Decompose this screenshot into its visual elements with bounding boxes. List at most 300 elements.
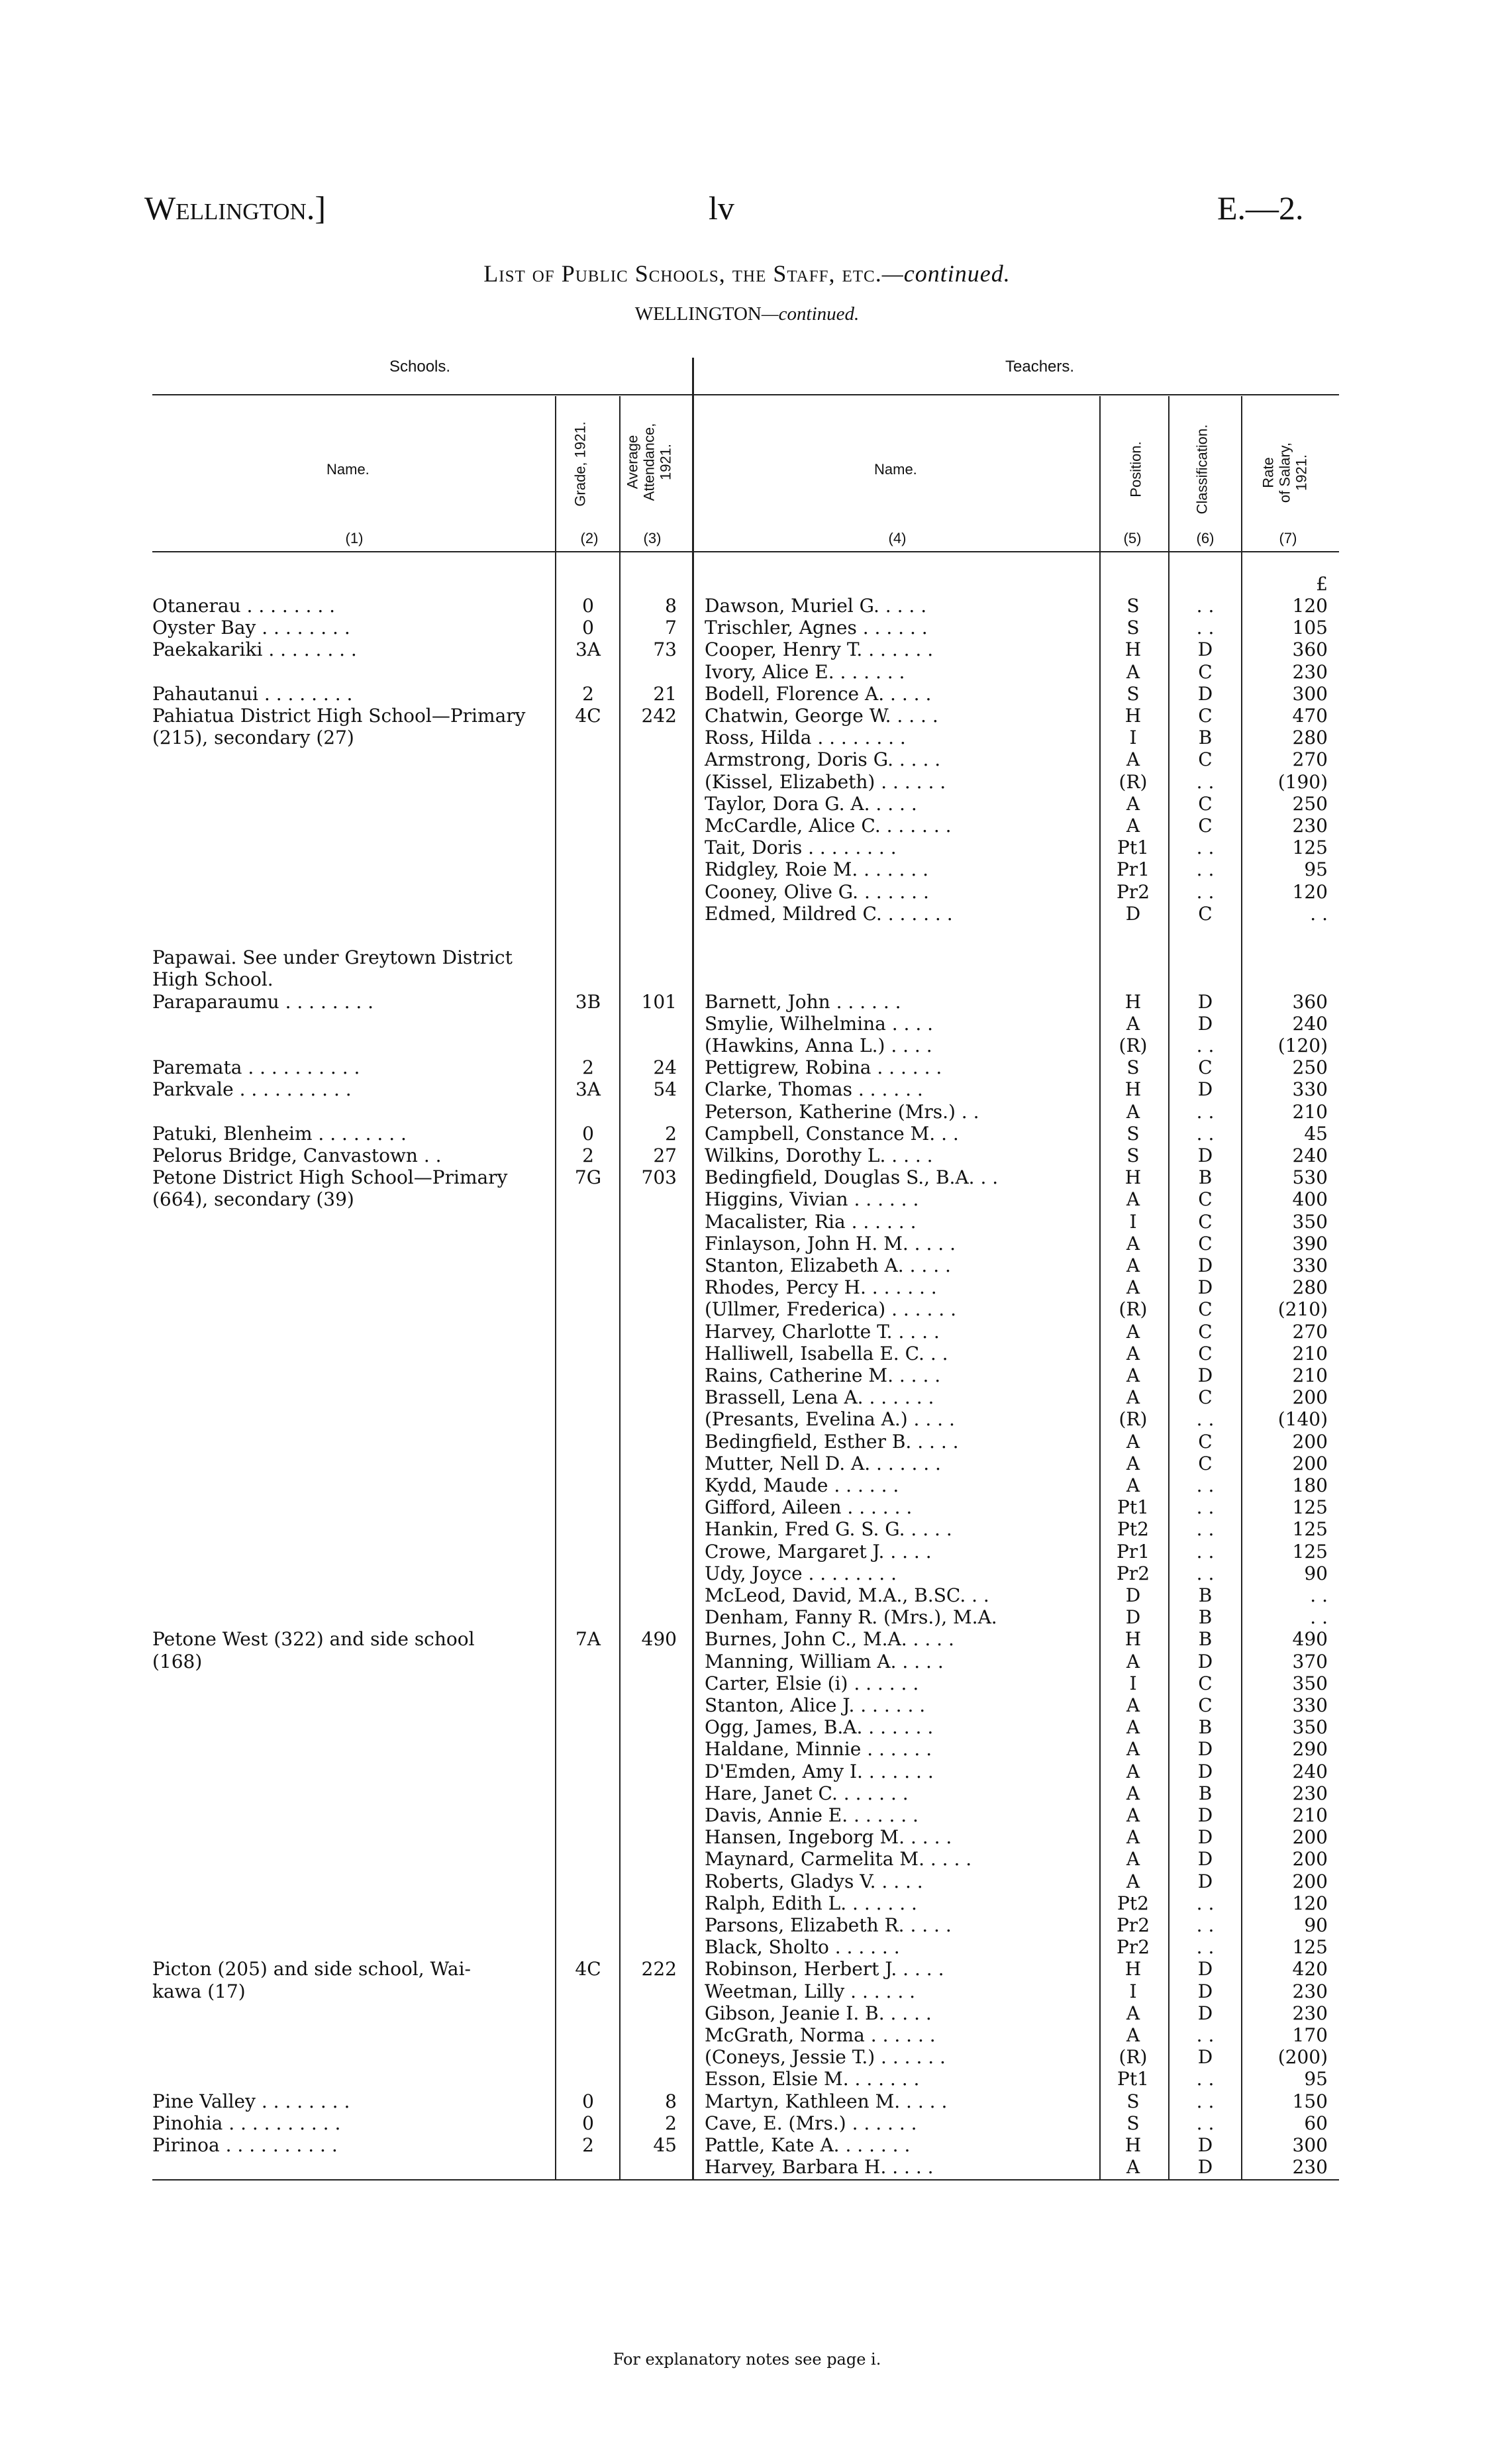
- teacher-name: Barnett, John . . . . . .: [705, 990, 901, 1013]
- teacher-name: (Kissel, Elizabeth) . . . . . .: [705, 770, 946, 793]
- teacher-salary: 125: [1292, 1936, 1328, 1959]
- teacher-salary: 350: [1292, 1672, 1328, 1694]
- teacher-classification: C: [1198, 1298, 1213, 1321]
- teacher-salary: (200): [1277, 2046, 1328, 2069]
- teacher-salary: 230: [1292, 815, 1328, 837]
- teacher-salary: 400: [1292, 1188, 1328, 1211]
- teacher-name: Gifford, Aileen . . . . . .: [705, 1496, 913, 1519]
- school-attendance: [622, 947, 682, 968]
- teacher-name: Ralph, Edith L. . . . . . .: [705, 1892, 917, 1914]
- school-grade: 4C: [575, 705, 601, 727]
- school-name: (664), secondary (39): [152, 1188, 354, 1211]
- teacher-position: Pr1: [1116, 858, 1150, 881]
- teacher-name: Campbell, Constance M. . .: [705, 1122, 959, 1145]
- teacher-name: D'Emden, Amy I. . . . . . .: [705, 1760, 934, 1782]
- teacher-salary: 210: [1292, 1804, 1328, 1826]
- colnum-7: (7): [1279, 530, 1297, 546]
- teacher-classification: C: [1198, 1232, 1213, 1255]
- school-grade: 0: [582, 2090, 594, 2112]
- teacher-classification: B: [1198, 727, 1213, 749]
- subtitle-main: WELLINGTON: [634, 303, 762, 325]
- teacher-position: (R): [1119, 2046, 1148, 2069]
- teacher-classification: D: [1197, 1848, 1213, 1871]
- teacher-position: Pr2: [1116, 1936, 1150, 1959]
- teacher-position: S: [1126, 595, 1140, 617]
- teacher-classification: . .: [1196, 770, 1215, 793]
- teacher-salary: 330: [1292, 1694, 1328, 1716]
- teacher-classification: . .: [1196, 1540, 1215, 1563]
- school-grade: [562, 1980, 615, 2002]
- teacher-classification: D: [1197, 1012, 1213, 1035]
- teacher-name: Carter, Elsie (i) . . . . . .: [705, 1672, 919, 1694]
- teacher-name: Cave, E. (Mrs.) . . . . . .: [705, 2112, 917, 2134]
- teacher-classification: D: [1197, 682, 1213, 705]
- teacher-classification: . .: [1196, 1035, 1215, 1056]
- teacher-position: A: [1126, 1386, 1140, 1409]
- teacher-position: Pt1: [1117, 2068, 1149, 2090]
- school-grade: [562, 727, 615, 748]
- teacher-salary: 60: [1304, 2112, 1328, 2134]
- teacher-position: A: [1126, 748, 1140, 771]
- teacher-salary: (120): [1277, 1035, 1328, 1056]
- colnum-4: (4): [888, 530, 907, 546]
- school-grade: 2: [582, 2134, 594, 2156]
- teacher-name: (Coneys, Jessie T.) . . . . . .: [705, 2046, 946, 2069]
- teacher-classification: D: [1197, 1826, 1213, 1849]
- colnum-1: (1): [345, 530, 364, 546]
- col-grade: Grade, 1921.: [572, 421, 589, 507]
- teacher-classification: D: [1197, 990, 1213, 1013]
- footer-note: For explanatory notes see page i.: [613, 2350, 881, 2369]
- school-attendance: [622, 727, 682, 748]
- teacher-position: A: [1126, 1100, 1140, 1123]
- teacher-position: A: [1126, 1804, 1140, 1826]
- teacher-salary: 120: [1292, 880, 1328, 903]
- teacher-salary: 200: [1292, 1848, 1328, 1871]
- teacher-salary: 240: [1292, 1012, 1328, 1035]
- teacher-position: A: [1126, 1255, 1140, 1276]
- school-attendance: 7: [665, 617, 677, 639]
- teacher-salary: 490: [1292, 1628, 1328, 1651]
- teacher-position: A: [1126, 1870, 1140, 1892]
- school-name: Pelorus Bridge, Canvastown . .: [152, 1145, 442, 1166]
- teacher-classification: . .: [1196, 1936, 1215, 1959]
- teacher-salary: 330: [1292, 1078, 1328, 1101]
- col-divider: [619, 396, 621, 2179]
- group-schools: Schools.: [389, 358, 451, 376]
- teacher-name: Maynard, Carmelita M. . . . .: [705, 1848, 972, 1871]
- teacher-position: H: [1124, 2134, 1142, 2156]
- teacher-classification: B: [1198, 1166, 1213, 1189]
- page-subtitle: [0, 303, 1494, 325]
- teacher-classification: D: [1197, 639, 1213, 661]
- school-attendance: 27: [653, 1145, 677, 1166]
- teacher-salary: 280: [1292, 727, 1328, 749]
- school-grade: 2: [582, 682, 594, 705]
- teacher-position: S: [1126, 682, 1140, 705]
- teacher-classification: . .: [1196, 2068, 1215, 2090]
- teacher-salary: 120: [1292, 1892, 1328, 1914]
- teacher-classification: . .: [1196, 595, 1215, 617]
- colnum-5: (5): [1123, 530, 1142, 546]
- teacher-classification: C: [1198, 1672, 1213, 1694]
- teacher-name: Peterson, Katherine (Mrs.) . .: [705, 1100, 979, 1123]
- teacher-classification: D: [1197, 1255, 1213, 1276]
- school-grade: 3A: [575, 1078, 601, 1101]
- teacher-classification: D: [1197, 2002, 1213, 2024]
- teacher-position: I: [1129, 1980, 1137, 2002]
- teacher-salary: 360: [1292, 990, 1328, 1013]
- teacher-position: Pr2: [1116, 880, 1150, 903]
- page-title: [0, 260, 1494, 287]
- teacher-name: Armstrong, Doris G. . . . .: [705, 748, 941, 771]
- teacher-name: Clarke, Thomas . . . . . .: [705, 1078, 923, 1101]
- teacher-name: Haldane, Minnie . . . . . .: [705, 1738, 932, 1761]
- school-attendance: 54: [653, 1078, 677, 1101]
- teacher-salary: 200: [1292, 1386, 1328, 1409]
- teacher-position: H: [1124, 1958, 1142, 1980]
- school-name: Pahiatua District High School—Primary: [152, 705, 526, 727]
- teacher-position: A: [1126, 1760, 1140, 1782]
- teacher-position: I: [1129, 727, 1137, 749]
- school-attendance: 2: [665, 1122, 677, 1145]
- teacher-salary: 270: [1292, 748, 1328, 771]
- teacher-salary: 250: [1292, 1056, 1328, 1079]
- school-attendance: [622, 1188, 682, 1210]
- teacher-name: Burnes, John C., M.A. . . . .: [705, 1628, 954, 1651]
- col-divider: [555, 396, 556, 2179]
- col-divider: [1241, 396, 1242, 2179]
- school-attendance: 222: [641, 1958, 677, 1980]
- teacher-salary: 230: [1292, 1782, 1328, 1804]
- running-header-left: Wellington.]: [144, 189, 326, 227]
- colnum-2: (2): [580, 530, 599, 546]
- col-name-teachers: Name.: [874, 461, 917, 478]
- teacher-name: Stanton, Elizabeth A. . . . .: [705, 1255, 951, 1276]
- teacher-salary: 200: [1292, 1870, 1328, 1892]
- teacher-name: Cooney, Olive G. . . . . . .: [705, 880, 929, 903]
- school-grade: 4C: [575, 1958, 601, 1980]
- teacher-name: Hankin, Fred G. S. G. . . . .: [705, 1518, 952, 1541]
- school-grade: 2: [582, 1145, 594, 1166]
- teacher-salary: 280: [1292, 1276, 1328, 1299]
- school-attendance: [622, 1980, 682, 2002]
- school-grade: 0: [582, 617, 594, 639]
- teacher-classification: . .: [1196, 1496, 1215, 1519]
- school-name: (215), secondary (27): [152, 727, 354, 749]
- group-teachers: Teachers.: [1005, 358, 1075, 376]
- teacher-classification: D: [1197, 1870, 1213, 1892]
- teacher-classification: B: [1198, 1628, 1213, 1651]
- teacher-name: Hare, Janet C. . . . . . .: [705, 1782, 909, 1804]
- teacher-classification: D: [1197, 1804, 1213, 1826]
- teacher-name: Gibson, Jeanie I. B. . . . .: [705, 2002, 932, 2024]
- teacher-salary: 470: [1292, 705, 1328, 727]
- teacher-position: A: [1126, 2024, 1140, 2046]
- teacher-position: H: [1124, 990, 1142, 1013]
- teacher-name: Parsons, Elizabeth R. . . . .: [705, 1914, 952, 1936]
- teacher-salary: 200: [1292, 1826, 1328, 1849]
- col-classification: Classification.: [1193, 424, 1211, 515]
- teacher-salary: . .: [1310, 902, 1328, 925]
- teacher-classification: . .: [1196, 1892, 1215, 1914]
- teacher-name: Ross, Hilda . . . . . . . .: [705, 727, 906, 749]
- teacher-classification: C: [1198, 792, 1213, 815]
- teacher-salary: 95: [1304, 858, 1328, 881]
- teacher-position: A: [1126, 1276, 1140, 1299]
- teacher-position: Pt2: [1117, 1518, 1149, 1541]
- teacher-salary: 170: [1292, 2024, 1328, 2046]
- teacher-salary: 240: [1292, 1145, 1328, 1166]
- teacher-salary: 45: [1304, 1122, 1328, 1145]
- school-name: Pirinoa . . . . . . . . . .: [152, 2134, 338, 2156]
- teacher-classification: C: [1198, 815, 1213, 837]
- teacher-salary: 300: [1292, 2134, 1328, 2156]
- school-grade: 3B: [575, 990, 601, 1013]
- teacher-position: (R): [1119, 1408, 1148, 1431]
- school-name: High School.: [152, 968, 274, 991]
- teacher-classification: D: [1197, 1650, 1213, 1672]
- school-grade: [562, 1651, 615, 1672]
- teacher-salary: 105: [1292, 617, 1328, 639]
- teacher-salary: 90: [1304, 1914, 1328, 1936]
- teacher-position: H: [1124, 1078, 1142, 1101]
- teacher-classification: C: [1198, 660, 1213, 683]
- teacher-position: S: [1126, 2090, 1140, 2112]
- teacher-position: A: [1126, 1650, 1140, 1672]
- school-name: Patuki, Blenheim . . . . . . . .: [152, 1122, 407, 1145]
- teacher-classification: D: [1197, 1980, 1213, 2002]
- teacher-position: A: [1126, 1474, 1140, 1496]
- teacher-name: McGrath, Norma . . . . . .: [705, 2024, 936, 2046]
- currency-symbol: £: [1316, 573, 1328, 595]
- teacher-name: Harvey, Barbara H. . . . .: [705, 2156, 934, 2179]
- teacher-salary: 125: [1292, 1540, 1328, 1563]
- school-name: Parkvale . . . . . . . . . .: [152, 1078, 352, 1101]
- teacher-position: A: [1126, 1694, 1140, 1716]
- teacher-classification: D: [1197, 1760, 1213, 1782]
- teacher-classification: . .: [1196, 880, 1215, 903]
- teacher-salary: 95: [1304, 2068, 1328, 2090]
- teacher-name: Bedingfield, Esther B. . . . .: [705, 1430, 959, 1453]
- teacher-salary: 230: [1292, 660, 1328, 683]
- teacher-name: Ridgley, Roie M. . . . . . .: [705, 858, 929, 881]
- teacher-classification: C: [1198, 1342, 1213, 1364]
- teacher-salary: 370: [1292, 1650, 1328, 1672]
- teacher-classification: . .: [1196, 1562, 1215, 1584]
- teacher-position: I: [1129, 1210, 1137, 1233]
- teacher-salary: 230: [1292, 2002, 1328, 2024]
- colnum-3: (3): [643, 530, 662, 546]
- teacher-classification: C: [1198, 1320, 1213, 1343]
- teacher-classification: . .: [1196, 1100, 1215, 1123]
- teacher-classification: B: [1198, 1584, 1213, 1606]
- school-attendance: 2: [665, 2112, 677, 2134]
- teacher-name: Weetman, Lilly . . . . . .: [705, 1980, 916, 2002]
- teacher-name: Bodell, Florence A. . . . .: [705, 682, 932, 705]
- school-name: Picton (205) and side school, Wai-: [152, 1958, 471, 1980]
- teacher-classification: C: [1198, 902, 1213, 925]
- school-name: Otanerau . . . . . . . .: [152, 595, 336, 617]
- teacher-name: Tait, Doris . . . . . . . .: [705, 837, 897, 859]
- teacher-salary: 200: [1292, 1452, 1328, 1474]
- teacher-position: A: [1126, 1012, 1140, 1035]
- teacher-name: Denham, Fanny R. (Mrs.), M.A.: [705, 1606, 997, 1629]
- teacher-name: Taylor, Dora G. A. . . . .: [705, 792, 917, 815]
- teacher-position: D: [1125, 1584, 1141, 1606]
- teacher-salary: 420: [1292, 1958, 1328, 1980]
- teacher-classification: . .: [1196, 1474, 1215, 1496]
- school-grade: 2: [582, 1056, 594, 1079]
- teacher-classification: . .: [1196, 2024, 1215, 2046]
- colnum-6: (6): [1196, 530, 1215, 546]
- teacher-classification: . .: [1196, 837, 1215, 859]
- teacher-name: Bedingfield, Douglas S., B.A. . .: [705, 1166, 999, 1189]
- teacher-classification: C: [1198, 748, 1213, 771]
- teacher-classification: D: [1197, 1738, 1213, 1761]
- school-name: Oyster Bay . . . . . . . .: [152, 617, 350, 639]
- col-salary: Rate of Salary, 1921.: [1260, 442, 1310, 503]
- teacher-name: Ogg, James, B.A. . . . . . .: [705, 1716, 934, 1739]
- teacher-salary: 300: [1292, 682, 1328, 705]
- school-name: Paekakariki . . . . . . . .: [152, 639, 357, 661]
- teacher-salary: . .: [1310, 1584, 1328, 1606]
- school-grade: 7G: [574, 1166, 602, 1189]
- school-name: Papawai. See under Greytown District: [152, 947, 513, 969]
- teacher-position: S: [1126, 1145, 1140, 1166]
- title-continued: —continued.: [881, 260, 1011, 287]
- school-name: (168): [152, 1650, 203, 1672]
- teacher-salary: 125: [1292, 837, 1328, 859]
- teacher-classification: D: [1197, 2046, 1213, 2069]
- teacher-salary: 210: [1292, 1364, 1328, 1386]
- school-attendance: 24: [653, 1056, 677, 1079]
- teacher-salary: 120: [1292, 595, 1328, 617]
- teacher-salary: 90: [1304, 1562, 1328, 1584]
- teacher-name: Higgins, Vivian . . . . . .: [705, 1188, 919, 1211]
- subtitle-continued: —continued.: [761, 303, 860, 325]
- teacher-name: Stanton, Alice J. . . . . . .: [705, 1694, 926, 1716]
- teacher-position: S: [1126, 617, 1140, 639]
- teacher-position: A: [1126, 1430, 1140, 1453]
- teacher-position: Pr2: [1116, 1562, 1150, 1584]
- teacher-classification: B: [1198, 1782, 1213, 1804]
- school-attendance: 101: [641, 990, 677, 1013]
- teacher-classification: D: [1197, 2134, 1213, 2156]
- teacher-classification: C: [1198, 1210, 1213, 1233]
- header-bottom-rule: [152, 551, 1339, 552]
- teacher-name: Cooper, Henry T. . . . . . .: [705, 639, 934, 661]
- teacher-classification: C: [1198, 1694, 1213, 1716]
- teacher-name: Harvey, Charlotte T. . . . .: [705, 1320, 940, 1343]
- school-attendance: [622, 968, 682, 990]
- running-header-right: E.—2.: [1217, 189, 1304, 227]
- teacher-salary: 270: [1292, 1320, 1328, 1343]
- teacher-classification: B: [1198, 1716, 1213, 1739]
- teacher-position: A: [1126, 1232, 1140, 1255]
- teacher-classification: . .: [1196, 2112, 1215, 2134]
- table-bottom-rule: [152, 2179, 1339, 2181]
- school-grade: [562, 947, 615, 968]
- teacher-name: Trischler, Agnes . . . . . .: [705, 617, 928, 639]
- teacher-position: Pt2: [1117, 1892, 1149, 1914]
- teacher-position: Pt1: [1117, 837, 1149, 859]
- school-grade: [562, 968, 615, 990]
- teacher-salary: 210: [1292, 1100, 1328, 1123]
- col-name-schools: Name.: [326, 461, 370, 478]
- teacher-position: A: [1126, 1364, 1140, 1386]
- teacher-position: I: [1129, 1672, 1137, 1694]
- teacher-name: Dawson, Muriel G. . . . .: [705, 595, 927, 617]
- title-main: List of Public Schools, the Staff, etc.: [483, 260, 882, 287]
- teacher-position: (R): [1119, 1298, 1148, 1321]
- teacher-name: Rains, Catherine M. . . . .: [705, 1364, 941, 1386]
- teacher-salary: 230: [1292, 2156, 1328, 2179]
- school-attendance: 8: [665, 2090, 677, 2112]
- teacher-classification: D: [1197, 1145, 1213, 1166]
- teacher-name: Mutter, Nell D. A. . . . . . .: [705, 1452, 941, 1474]
- teacher-name: Brassell, Lena A. . . . . . .: [705, 1386, 934, 1409]
- teacher-position: D: [1125, 902, 1141, 925]
- teacher-salary: 230: [1292, 1980, 1328, 2002]
- school-name: Petone District High School—Primary: [152, 1166, 508, 1189]
- teacher-salary: (210): [1277, 1298, 1328, 1321]
- school-grade: [562, 1188, 615, 1210]
- teacher-position: (R): [1119, 1035, 1148, 1056]
- school-name: Pahautanui . . . . . . . .: [152, 682, 353, 705]
- school-name: Pinohia . . . . . . . . . .: [152, 2112, 341, 2134]
- school-grade: 0: [582, 1122, 594, 1145]
- school-attendance: 703: [641, 1166, 677, 1189]
- teacher-position: A: [1126, 815, 1140, 837]
- teacher-classification: B: [1198, 1606, 1213, 1629]
- teacher-position: H: [1124, 705, 1142, 727]
- teacher-salary: 200: [1292, 1430, 1328, 1453]
- teacher-salary: 390: [1292, 1232, 1328, 1255]
- teacher-salary: . .: [1310, 1606, 1328, 1629]
- teacher-position: A: [1126, 1716, 1140, 1739]
- teacher-position: A: [1126, 2002, 1140, 2024]
- teacher-classification: . .: [1196, 1914, 1215, 1936]
- teacher-classification: C: [1198, 1188, 1213, 1211]
- teacher-position: (R): [1119, 770, 1148, 793]
- teacher-position: H: [1124, 1166, 1142, 1189]
- teacher-classification: C: [1198, 1056, 1213, 1079]
- teacher-name: Halliwell, Isabella E. C. . .: [705, 1342, 948, 1364]
- teacher-position: A: [1126, 1320, 1140, 1343]
- teacher-position: A: [1126, 1188, 1140, 1211]
- teacher-position: Pr2: [1116, 1914, 1150, 1936]
- col-divider: [692, 358, 694, 2179]
- teacher-name: Pettigrew, Robina . . . . . .: [705, 1056, 942, 1079]
- teacher-salary: (190): [1277, 770, 1328, 793]
- teacher-name: Esson, Elsie M. . . . . . .: [705, 2068, 920, 2090]
- col-divider: [1168, 396, 1170, 2179]
- school-attendance: 21: [653, 682, 677, 705]
- teacher-position: A: [1126, 1452, 1140, 1474]
- school-name: Paraparaumu . . . . . . . .: [152, 990, 374, 1013]
- teacher-salary: 330: [1292, 1255, 1328, 1276]
- teacher-name: Wilkins, Dorothy L. . . . .: [705, 1145, 933, 1166]
- teacher-salary: 360: [1292, 639, 1328, 661]
- teacher-position: D: [1125, 1606, 1141, 1629]
- teacher-position: A: [1126, 1848, 1140, 1871]
- teacher-salary: 530: [1292, 1166, 1328, 1189]
- teacher-name: Rhodes, Percy H. . . . . . .: [705, 1276, 937, 1299]
- teacher-name: Kydd, Maude . . . . . .: [705, 1474, 899, 1496]
- school-name: Pine Valley . . . . . . . .: [152, 2090, 350, 2112]
- teacher-name: Smylie, Wilhelmina . . . .: [705, 1012, 934, 1035]
